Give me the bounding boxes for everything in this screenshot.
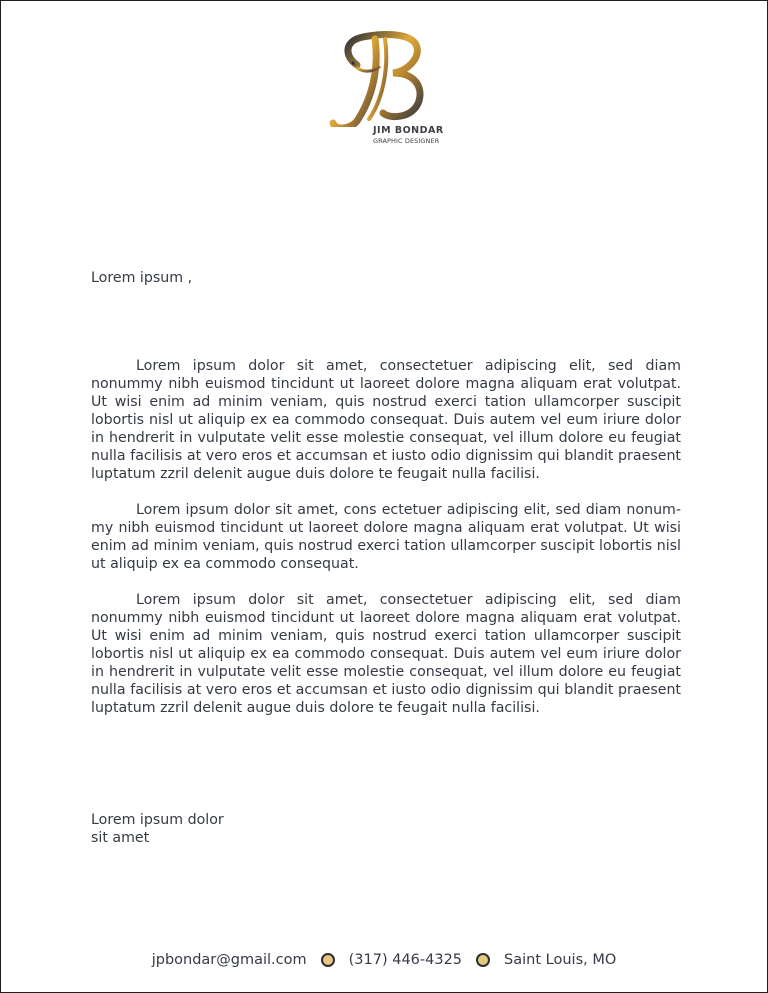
contact-footer bbox=[1, 952, 767, 968]
salutation: Lorem ipsum , bbox=[91, 270, 193, 286]
bullet-dot-icon bbox=[476, 953, 490, 967]
email-link[interactable]: jpbondar@gmail.com bbox=[151, 952, 307, 968]
logo bbox=[323, 27, 453, 149]
body-paragraph: Lorem ipsum dolor sit amet, consectetuer adipiscing elit, sed diam nonummy nibh euismod tincidunt ut laoreet dolore magna aliquam erat volutpat. Ut wisi enim ad minim veniam, quis nostrud exerci tation ullamcorper suscipit lobortis nisl ut aliquip ex ea commodo consequat. Duis autem vel eum iriure dolor in hendrerit in vulputate velit esse molestie consequat, vel illum dolore eu feugiat nulla facilisis at vero eros et accumsan et iusto odio dignissim qui blandit praesent luptatum zzril delenit augue duis dolore te feugait nulla facilisi. bbox=[91, 592, 681, 716]
signoff-line: sit amet bbox=[91, 830, 150, 846]
monogram-b-icon bbox=[323, 27, 453, 127]
signoff-line: Lorem ipsum dolor bbox=[91, 812, 224, 828]
body-paragraph: Lorem ipsum dolor sit amet, cons ectetuer adipiscing elit, sed diam nonum-my nibh euismod tincidunt ut laoreet dolore magna aliquam erat volutpat. Ut wisi enim ad minim veniam, quis nostrud exerci tation ullamcorper suscipit lobortis nisl ut aliquip ex ea commodo consequat. bbox=[91, 502, 681, 572]
brand-title: GRAPHIC DESIGNER bbox=[373, 137, 440, 145]
bullet-dot-icon bbox=[321, 953, 335, 967]
body-paragraph: Lorem ipsum dolor sit amet, consectetuer adipiscing elit, sed diam nonummy nibh euismod tincidunt ut laoreet dolore magna aliquam erat volutpat. Ut wisi enim ad minim veniam, quis nostrud exerci tation ullamcorper suscipit lobortis nisl ut aliquip ex ea commodo consequat. Duis autem vel eum iriure dolor in hendrerit in vulputate velit esse molestie consequat, vel illum dolore eu feugiat nulla facilisis at vero eros et accumsan et iusto odio dignissim qui blandit praesent luptatum zzril delenit augue duis dolore te feugait nulla facilisi. bbox=[91, 358, 681, 482]
location-text: Saint Louis, MO bbox=[504, 952, 617, 968]
phone-link[interactable]: (317) 446-4325 bbox=[348, 952, 463, 968]
signoff bbox=[91, 811, 681, 847]
brand-name: JIM BONDAR bbox=[373, 125, 444, 136]
